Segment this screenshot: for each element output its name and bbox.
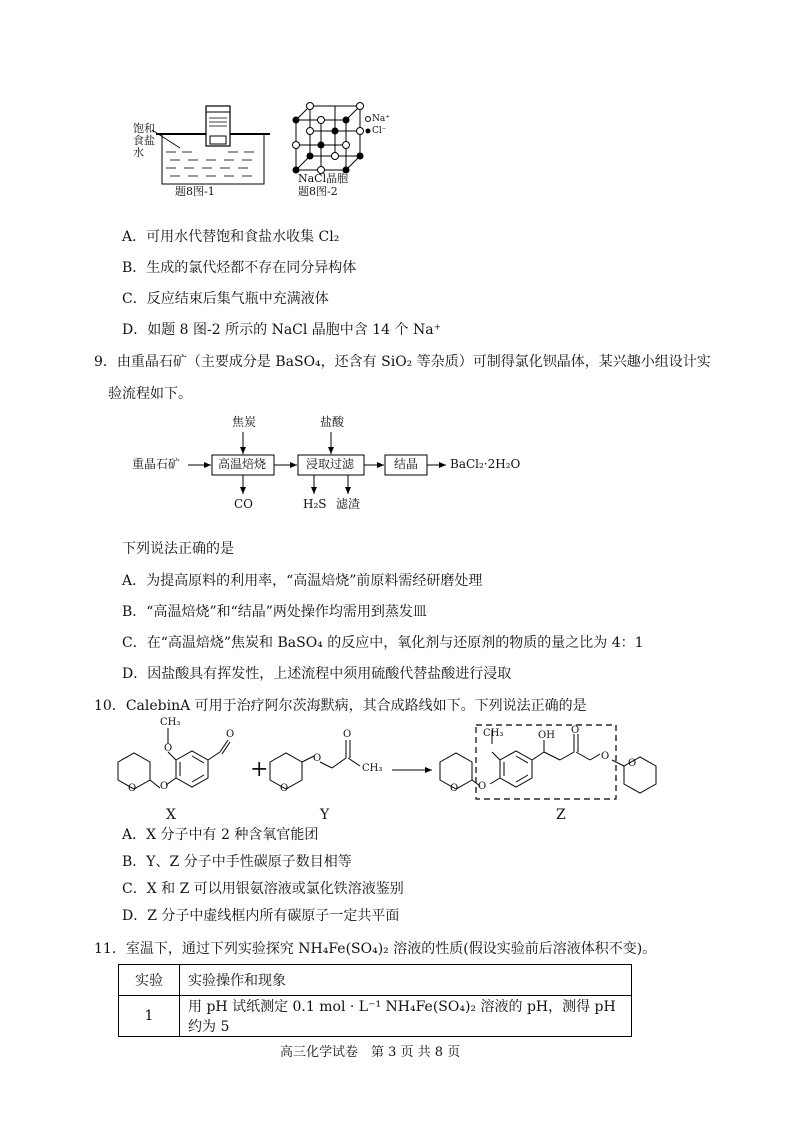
q10-label-y: Y xyxy=(320,807,330,823)
q10-x-o-methoxy: O xyxy=(164,743,173,754)
q8-option-c: C．反应结束后集气瓶中充满液体 xyxy=(122,291,329,307)
q10-option-a: A．X 分子中有 2 种含氧官能团 xyxy=(122,827,319,843)
q10-z-o-ether: O xyxy=(601,751,610,762)
q10-x-o-aldehyde: O xyxy=(226,729,235,740)
q10-z-o-ring: O xyxy=(450,783,459,794)
q8-legend-cl: Cl⁻ xyxy=(372,126,387,136)
q10-plus: + xyxy=(250,757,269,782)
table-cell: 用 pH 试纸测定 0.1 mol · L⁻¹ NH₄Fe(SO₄)₂ 溶液的 pH，测得 pH 约为 5 xyxy=(180,996,632,1037)
q8-fig2-sub: NaCl晶胞 xyxy=(298,172,349,185)
q8-option-d: D．如题 8 图-2 所示的 NaCl 晶胞中含 14 个 Na⁺ xyxy=(122,322,441,338)
q10-option-d: D．Z 分子中虚线框内所有碳原子一定共平面 xyxy=(122,908,400,924)
q11-stem: 11．室温下，通过下列实验探究 NH₄Fe(SO₄)₂ 溶液的性质(假设实验前后溶液体积不变)。 xyxy=(94,941,657,957)
q10-option-c: C．X 和 Z 可以用银氨溶液或氯化铁溶液鉴别 xyxy=(122,881,404,897)
q9-flow-start: 重晶石矿 xyxy=(132,457,181,471)
q9-option-c: C．在“高温焙烧”焦炭和 BaSO₄ 的反应中，氧化剂与还原剂的物质的量之比为 4：1 xyxy=(122,635,644,651)
q8-option-b: B．生成的氯代烃都不存在同分异构体 xyxy=(122,260,357,276)
q10-y-o-ring: O xyxy=(280,783,289,794)
q10-y-o-carbonyl: O xyxy=(343,729,352,740)
table-header-cell: 实验 xyxy=(119,965,180,996)
q8-fig2-caption: 题8图-2 xyxy=(298,185,338,198)
q8-fig1-caption: 题8图-1 xyxy=(175,185,215,198)
q10-x-ch3: CH₃ xyxy=(160,717,181,728)
q10-x-o-ring: O xyxy=(128,783,137,794)
q9-flow-output-h2s: H₂S xyxy=(303,497,327,511)
table-header-row xyxy=(119,965,632,996)
q10-x-o-link: O xyxy=(160,781,169,792)
q10-z-oh: OH xyxy=(538,730,555,741)
table-cell: 1 xyxy=(119,996,180,1037)
q11-table xyxy=(118,964,632,1037)
q10-y-ch3: CH₃ xyxy=(362,763,383,774)
q9-flow-step-roasting: 高温焙烧 xyxy=(218,457,267,471)
q9-prompt: 下列说法正确的是 xyxy=(122,541,234,557)
q10-label-x: X xyxy=(166,807,176,823)
q8-option-a: A．可用水代替饱和食盐水收集 Cl₂ xyxy=(122,229,340,245)
table-header-cell: 实验操作和现象 xyxy=(180,965,632,996)
q9-flow-step-crystallize: 结晶 xyxy=(394,457,419,471)
q10-option-b: B．Y、Z 分子中手性碳原子数目相等 xyxy=(122,854,352,870)
page-footer: 高三化学试卷 第 3 页 共 8 页 xyxy=(280,1045,461,1060)
q9-option-b: B．“高温焙烧”和“结晶”两处操作均需用到蒸发皿 xyxy=(122,604,427,620)
q10-y-o-ether: O xyxy=(313,753,322,764)
q10-label-z: Z xyxy=(556,807,566,823)
q10-stem: 10．CalebinA 可用于治疗阿尔茨海默病，其合成路线如下。下列说法正确的是 xyxy=(94,698,587,714)
q9-flow-input-coke: 焦炭 xyxy=(232,415,257,429)
q9-stem-line2: 验流程如下。 xyxy=(108,386,192,402)
q10-z-o-carbonyl: O xyxy=(571,725,580,736)
table-row xyxy=(119,996,632,1037)
q10-z-o-link: O xyxy=(478,781,487,792)
q8-legend-na: Na⁺ xyxy=(372,114,390,124)
q9-flow-input-hcl: 盐酸 xyxy=(320,415,345,429)
q9-flow-step-leaching: 浸取过滤 xyxy=(306,457,355,471)
q9-flow-output-residue: 滤渣 xyxy=(336,497,361,511)
q9-stem-line1: 9．由重晶石矿（主要成分是 BaSO₄，还含有 SiO₂ 等杂质）可制得氯化钡晶体，某兴趣小组设计实 xyxy=(94,354,711,370)
q10-z-o-ring2: O xyxy=(628,758,637,769)
q9-flow-product: BaCl₂·2H₂O xyxy=(450,457,521,471)
q9-flow-output-co: CO xyxy=(234,497,254,511)
q9-option-a: A．为提高原料的利用率，“高温焙烧”前原料需经研磨处理 xyxy=(122,573,483,589)
q8-fig1-side-label: 饱和 食盐水 xyxy=(133,122,155,159)
q10-z-ch3: CH₃ xyxy=(483,728,504,739)
q9-option-d: D．因盐酸具有挥发性，上述流程中须用硫酸代替盐酸进行浸取 xyxy=(122,666,512,682)
